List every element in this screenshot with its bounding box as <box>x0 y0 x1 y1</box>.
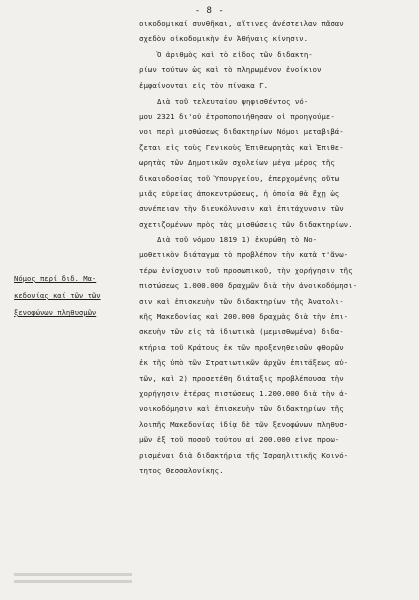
text-line: πιστώσεως 1.000.000 δραχμῶν διὰ τὴν ἀνοικοδόμησι- <box>139 282 358 291</box>
page-number: - 8 - <box>194 6 225 16</box>
margin-note-line: κεδονίας καί τῶν τῶν <box>14 291 101 300</box>
faint-mark <box>14 580 132 583</box>
text-line: τῶν, καὶ 2) προσετέθη διάταξις προβλέπουσα τὴν <box>139 374 344 383</box>
text-line: συνέπειαν τὴν διευκόλυνσιν καὶ ἐπιτάχυνσιν τῶν <box>139 205 344 214</box>
text-line: μῶν ἐξ τοῦ ποσοῦ τούτου αἱ 200.000 εἶνε προω- <box>139 436 340 445</box>
text-line: ρίων τούτων ὡς καὶ τὸ πληρωμένον ἐνοίκιον <box>139 66 322 75</box>
text-line: τέρω ἐνίσχυσιν τοῦ προσωπικοῦ, τὴν χορήγησιν τῆς <box>139 266 353 275</box>
text-line: ρισμέναι διὰ διδακτήρια τῆς Ἰσραηλιτικῆς Κοινό- <box>139 451 349 460</box>
text-line: Ὁ ἀριθμὸς καὶ τὸ εἶδος τῶν διδακτη- <box>157 50 313 59</box>
text-line: σιν καὶ ἐπισκευὴν τῶν διδακτηρίων τῆς Ἀνατολι- <box>139 297 344 306</box>
text-line: σχεδὸν οἰκοδομικὴν ἐν Ἀθήναις κίνησιν. <box>139 35 309 44</box>
margin-note <box>14 274 134 325</box>
faint-mark <box>14 573 132 576</box>
body-text <box>139 20 409 482</box>
text-line: χορήγησιν ἑτέρας πιστώσεως 1.200.000 διὰ τὴν ἀ- <box>139 389 349 398</box>
text-line: νοι περὶ μισθώσεως διδακτηρίων Νόμοι μεταβιβά- <box>139 128 344 137</box>
text-line: κτήρια τοῦ Κράτους ἐκ τῶν προξενηθεισῶν φθορῶν <box>139 343 344 352</box>
text-line: σχετιζομένων πρὸς τὰς μισθώσεις τῶν διδακτηρίων. <box>139 220 353 229</box>
margin-note-line: Νόμος περί διδ. Μα- <box>14 274 97 283</box>
margin-note-line: ξενοφώνων πληθυσμῶν <box>14 308 97 317</box>
text-line: ζεται εἰς τοὺς Γενικοὺς Ἐπιθεωρητὰς καὶ Ἐπιθε- <box>139 143 344 152</box>
text-line: ωρητὰς τῶν Δημοτικῶν σχολείων μέγα μέρος τῆς <box>139 159 335 168</box>
text-line: νοικοδόμησιν καὶ ἐπισκευὴν τῶν διδακτηρίων τῆς <box>139 405 344 414</box>
text-line: μοθετικὸν διάταγμα τὸ προβλέπον τὴν κατὰ τ'ἄνω- <box>139 251 349 260</box>
text-line: μιᾶς εὐρείας ἀποκεντρώσεως, ἡ ὁποία θὰ ἔχῃ ὡς <box>139 189 340 198</box>
text-line: τητος Θεσσαλονίκης. <box>139 466 224 475</box>
text-line: μου 2321 δι'οὗ ἐτροποποιήθησαν οἱ προηγούμε- <box>139 112 335 121</box>
text-line: ἐμφαίνονται εἰς τὸν πίνακα Γ. <box>139 81 269 90</box>
text-line: Διὰ τοῦ νόμου 1819 1) ἐκυρώθη τὸ Νο- <box>157 236 318 245</box>
faint-bleedthrough-marks <box>14 573 144 587</box>
text-line: ἐκ τῆς ὑπὸ τῶν Στρατιωτικῶν ἀρχῶν ἐπιτάξεως αὐ- <box>139 359 349 368</box>
text-line: οικοδομικαί συνθῆκαι, αἵτινες ἀνέστειλαν πᾶσαν <box>139 20 344 28</box>
text-line: δικαιοδοσίας τοῦ Ὑπουργείου, ἐπερχομένης οὕτω <box>139 174 340 183</box>
text-line: σκευὴν τῶν εἰς τὰ ἰδιωτικὰ (μεμισθωμένα) διδα- <box>139 328 344 337</box>
text-line: λοιπῆς Μακεδονίας ἰδίᾳ δὲ τῶν ξενοφώνων πληθυσ- <box>139 420 349 429</box>
text-line: Διὰ τοῦ τελευταίου ψηφισθέντος νό- <box>157 97 309 106</box>
text-line: κῆς Μακεδονίας καὶ 200.000 δραχμὰς διὰ τὴν ἐπι- <box>139 313 349 322</box>
